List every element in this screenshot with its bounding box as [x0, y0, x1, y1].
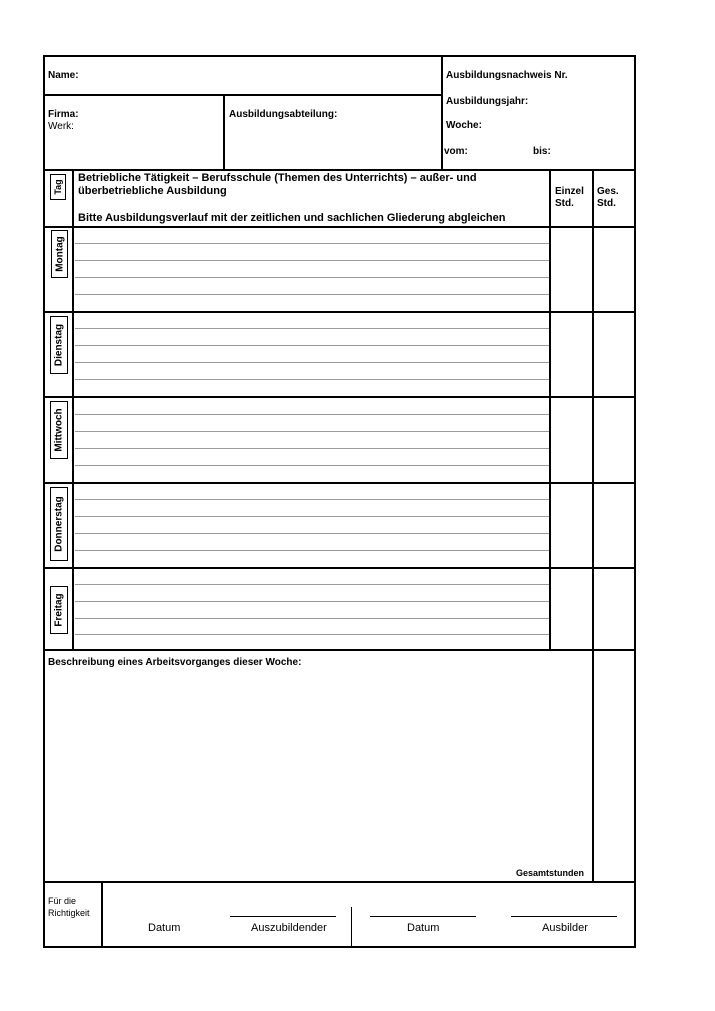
richtigkeit-label-2: Richtigkeit	[48, 908, 90, 918]
montag-line-2	[75, 260, 549, 261]
montag-line-3	[75, 277, 549, 278]
day-separator-donnerstag	[43, 567, 636, 569]
tag-header-label: Tag	[53, 179, 63, 195]
dienstag-line-3	[75, 362, 549, 363]
einzel-col-divider	[549, 169, 551, 650]
signature-divider	[351, 907, 352, 947]
dienstag-line-4	[75, 379, 549, 380]
auszubildender-label: Auszubildender	[251, 922, 327, 934]
datum1-label: Datum	[148, 922, 181, 934]
day-separator-dienstag	[43, 396, 636, 398]
frame-top	[43, 55, 636, 57]
ausbilder-label: Ausbilder	[542, 922, 588, 934]
table-header-bottom	[43, 226, 636, 228]
activity-header-note: Bitte Ausbildungsverlauf mit der zeitlichen und sachlichen Gliederung abgleichen	[78, 212, 506, 224]
auszubildender-signature-line	[230, 916, 336, 917]
header-divider-v	[441, 55, 443, 170]
day-label-mittwoch: Mittwoch	[50, 401, 68, 459]
donnerstag-line-3	[75, 533, 549, 534]
donnerstag-line-1	[75, 499, 549, 500]
ges-header-label: Ges.	[597, 186, 619, 197]
freitag-line-1	[75, 584, 549, 585]
woche-label: Woche:	[446, 120, 482, 131]
donnerstag-line-4	[75, 550, 549, 551]
nachweis-label: Ausbildungsnachweis Nr.	[446, 70, 568, 81]
ges-col-divider	[592, 169, 594, 883]
mittwoch-line-3	[75, 448, 549, 449]
dienstag-line-1	[75, 328, 549, 329]
richtigkeit-label-1: Für die	[48, 896, 77, 906]
description-label: Beschreibung eines Arbeitsvorganges dieser Woche:	[48, 657, 302, 668]
richtigkeit-divider	[101, 881, 103, 947]
bis-label: bis:	[533, 146, 551, 157]
freitag-line-2	[75, 601, 549, 602]
einzel-header-label: Einzel	[555, 186, 584, 197]
mittwoch-line-1	[75, 414, 549, 415]
abteilung-label: Ausbildungsabteilung:	[229, 109, 338, 120]
day-separator-montag	[43, 311, 636, 313]
mittwoch-line-4	[75, 465, 549, 466]
frame-left	[43, 55, 45, 948]
datum2-label: Datum	[407, 922, 440, 934]
montag-line-1	[75, 243, 549, 244]
name-label: Name:	[48, 70, 79, 81]
vom-label: vom:	[444, 146, 468, 157]
day-label-freitag: Freitag	[50, 586, 68, 634]
ausbilder-signature-line	[511, 916, 617, 917]
tag-header-box	[50, 174, 66, 200]
donnerstag-line-2	[75, 516, 549, 517]
abteilung-divider-v	[223, 94, 225, 170]
freitag-line-3	[75, 618, 549, 619]
activity-header-line2: überbetriebliche Ausbildung	[78, 185, 227, 197]
einzel-std-label: Std.	[555, 198, 574, 209]
day-label-dienstag: Dienstag	[50, 316, 68, 374]
description-bottom	[43, 881, 636, 883]
frame-bottom	[43, 946, 636, 948]
freitag-line-4	[75, 634, 549, 635]
werk-label: Werk:	[48, 121, 74, 132]
day-label-montag: Montag	[51, 230, 68, 278]
jahr-label: Ausbildungsjahr:	[446, 96, 529, 107]
header-bottom-line	[43, 169, 636, 171]
dienstag-line-2	[75, 345, 549, 346]
datum2-line	[370, 916, 476, 917]
day-label-donnerstag: Donnerstag	[50, 487, 68, 561]
mittwoch-line-2	[75, 431, 549, 432]
day-separator-freitag	[43, 649, 636, 651]
ges-std-label: Std.	[597, 198, 616, 209]
frame-right	[634, 55, 636, 948]
day-separator-mittwoch	[43, 482, 636, 484]
montag-line-4	[75, 294, 549, 295]
gesamtstunden-label: Gesamtstunden	[516, 868, 585, 878]
header-divider-h	[43, 94, 443, 96]
firma-label: Firma:	[48, 109, 79, 120]
tag-col-divider	[72, 169, 74, 650]
activity-header-line1: Betriebliche Tätigkeit – Berufsschule (Themen des Unterrichts) – außer- und	[78, 172, 477, 184]
